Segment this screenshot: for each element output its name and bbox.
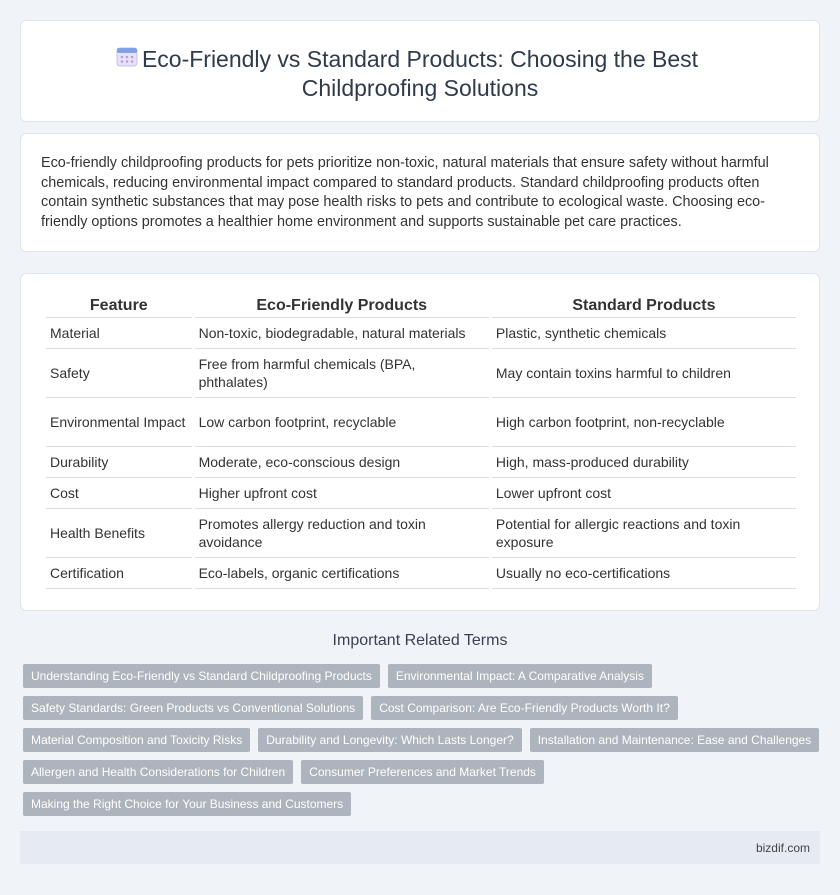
related-term-tag[interactable]: Allergen and Health Considerations for Children [23, 760, 293, 784]
table-cell: Environmental Impact [46, 398, 192, 447]
table-cell: Eco-labels, organic certifications [195, 558, 489, 589]
table-cell: Low carbon footprint, recyclable [195, 398, 489, 447]
table-row [46, 558, 796, 589]
table-row [46, 478, 796, 509]
related-term-tag[interactable]: Installation and Maintenance: Ease and Challenges [530, 728, 820, 752]
page-title [21, 45, 819, 103]
table-cell: Certification [46, 558, 192, 589]
related-term-tag[interactable]: Environmental Impact: A Comparative Analysis [388, 664, 652, 688]
table-cell: Material [46, 318, 192, 349]
table-row [46, 447, 796, 478]
title-line-2: Childproofing Solutions [301, 75, 539, 101]
table-cell: Lower upfront cost [492, 478, 796, 509]
table-cell: Health Benefits [46, 509, 192, 558]
related-terms-list [23, 664, 823, 824]
title-card [20, 20, 820, 122]
table-row [46, 398, 796, 447]
table-cell: Durability [46, 447, 192, 478]
title-line-1: Eco-Friendly vs Standard Products: Choosing the Best [141, 46, 699, 72]
related-term-tag[interactable]: Cost Comparison: Are Eco-Friendly Products Worth It? [371, 696, 678, 720]
table-cell: Safety [46, 349, 192, 398]
footer-brand-link[interactable]: bizdif.com [755, 841, 810, 855]
table-row [46, 509, 796, 558]
table-row [46, 318, 796, 349]
header-eco-friendly: Eco-Friendly Products [195, 294, 489, 318]
table-cell: High carbon footprint, non-recyclable [492, 398, 796, 447]
related-terms-heading: Important Related Terms [332, 632, 508, 649]
table-cell: Plastic, synthetic chemicals [492, 318, 796, 349]
table-cell: May contain toxins harmful to children [492, 349, 796, 398]
header-feature: Feature [46, 294, 192, 318]
table-cell: High, mass-produced durability [492, 447, 796, 478]
table-cell: Usually no eco-certifications [492, 558, 796, 589]
related-term-tag[interactable]: Understanding Eco-Friendly vs Standard Childproofing Products [23, 664, 380, 688]
table-cell: Moderate, eco-conscious design [195, 447, 489, 478]
table-header-row [46, 294, 796, 318]
related-term-tag[interactable]: Durability and Longevity: Which Lasts Longer? [258, 728, 521, 752]
table-cell: Free from harmful chemicals (BPA, phthalates) [195, 349, 489, 398]
summary-text: Eco-friendly childproofing products for pets prioritize non-toxic, natural materials that ensure safety without harmful chemicals, reducing environmental impact compared to standard products. Standard childproofing products often contain synthetic substances that may pose health risks to pets and contribute to ecological waste. Choosing eco-friendly options promotes a healthier home environment and supports sustainable pet care practices. [41, 155, 769, 230]
related-term-tag[interactable]: Consumer Preferences and Market Trends [301, 760, 544, 784]
related-term-tag[interactable]: Making the Right Choice for Your Business and Customers [23, 792, 351, 816]
comparison-table-card [20, 273, 820, 611]
footer [20, 831, 820, 864]
table-cell: Promotes allergy reduction and toxin avoidance [195, 509, 489, 558]
table-cell: Cost [46, 478, 192, 509]
related-term-tag[interactable]: Safety Standards: Green Products vs Conventional Solutions [23, 696, 363, 720]
header-standard: Standard Products [492, 294, 796, 318]
summary-card [20, 133, 820, 252]
table-row [46, 349, 796, 398]
table-cell: Higher upfront cost [195, 478, 489, 509]
related-term-tag[interactable]: Material Composition and Toxicity Risks [23, 728, 250, 752]
table-cell: Non-toxic, biodegradable, natural materials [195, 318, 489, 349]
table-cell: Potential for allergic reactions and toxin exposure [492, 509, 796, 558]
comparison-table [43, 294, 799, 589]
